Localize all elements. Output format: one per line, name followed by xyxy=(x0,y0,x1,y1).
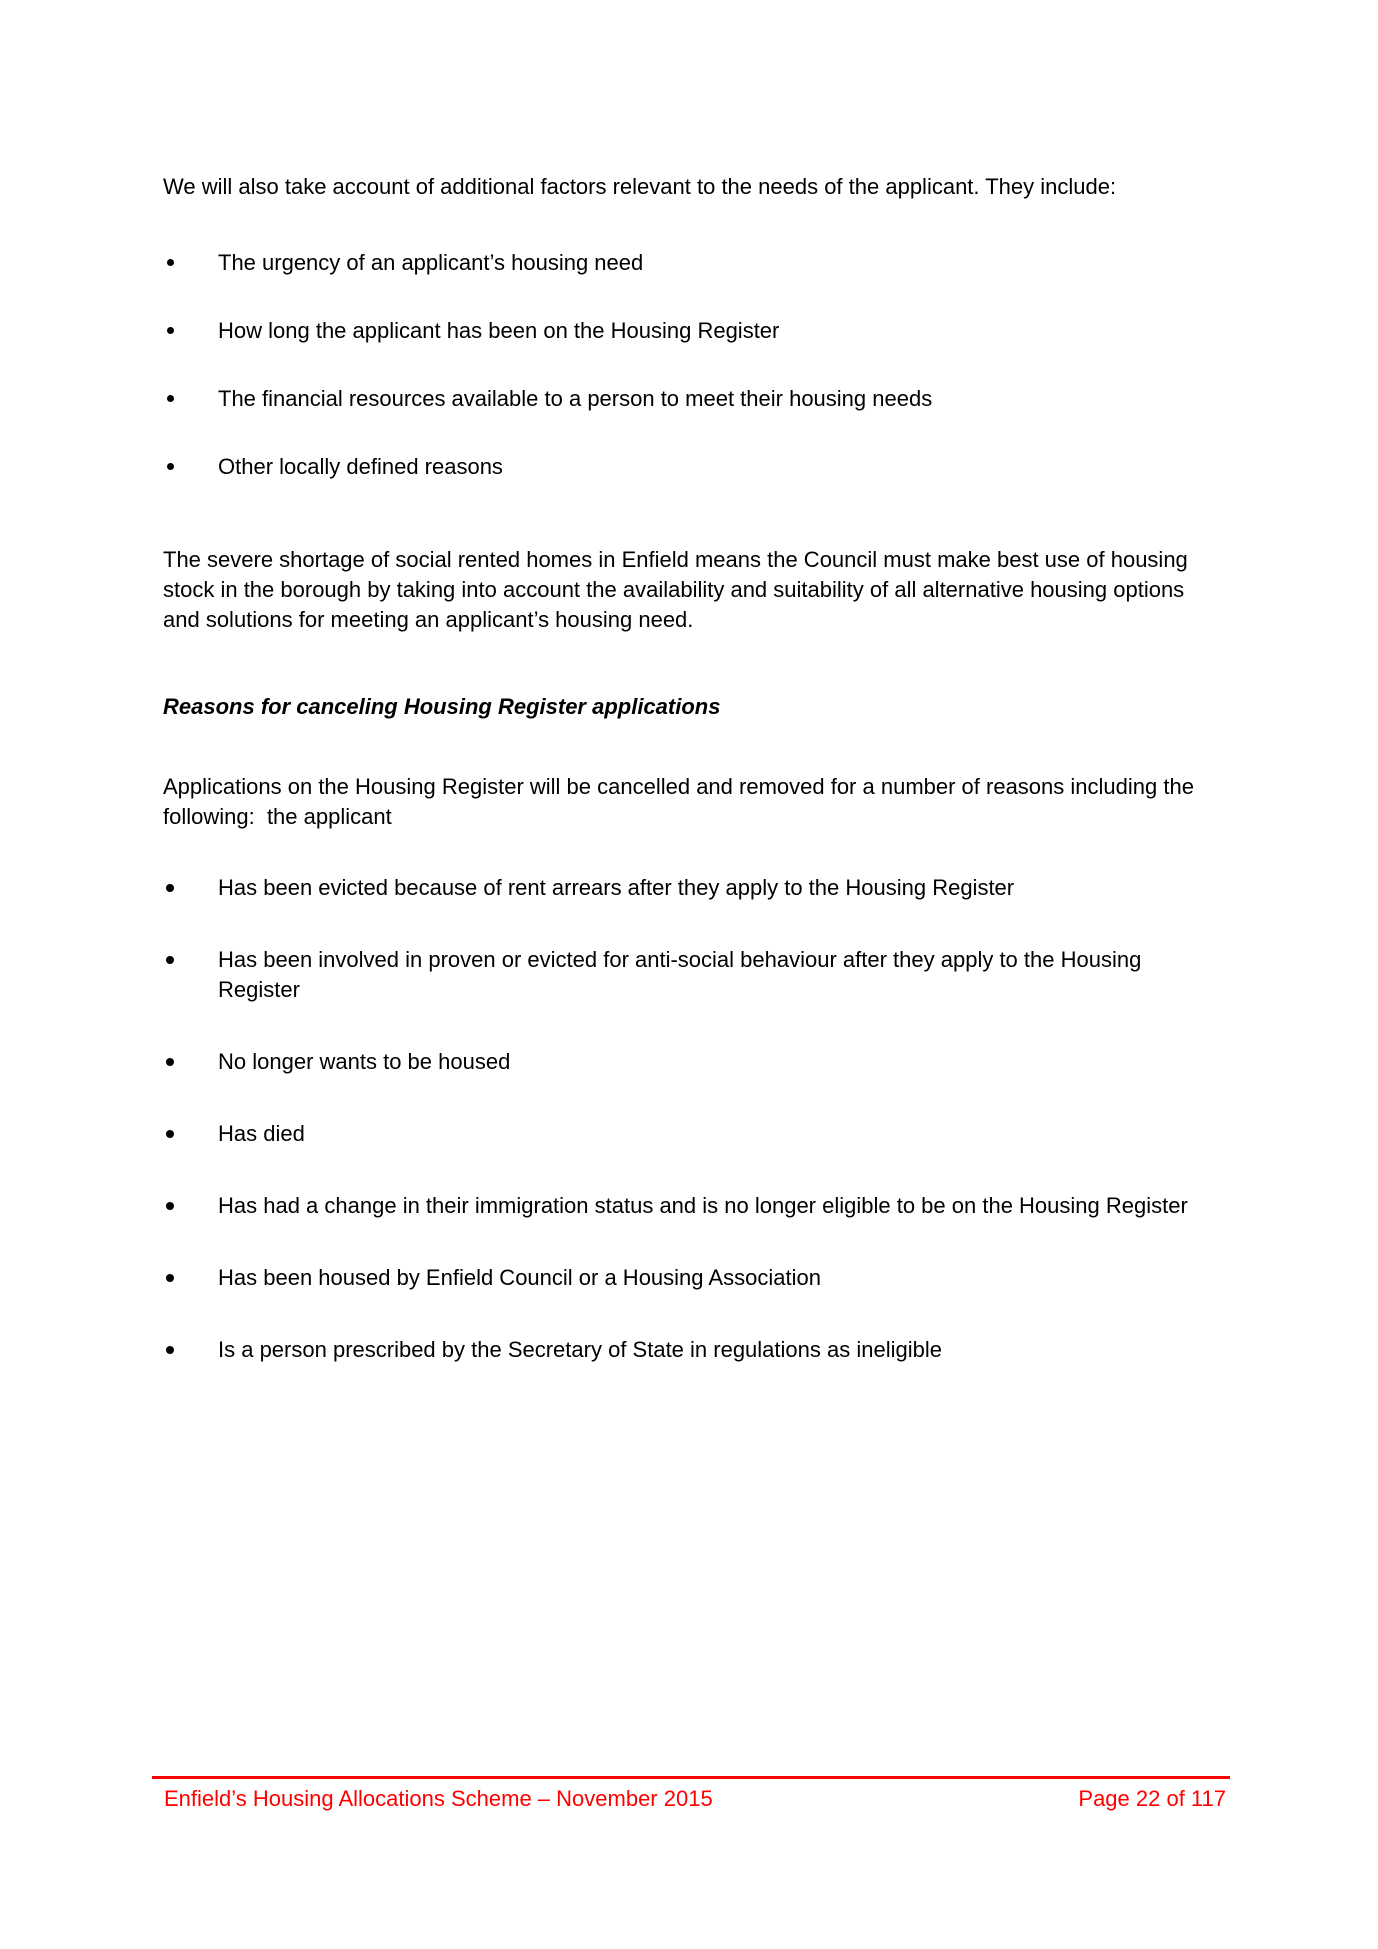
bullet-icon xyxy=(166,884,174,892)
bullet-icon xyxy=(166,1274,174,1282)
footer-row xyxy=(152,1779,1230,1814)
list-item-text: Has had a change in their immigration status and is no longer eligible to be on the Housing Register xyxy=(218,1193,1188,1218)
list-item xyxy=(163,248,1223,278)
list-item xyxy=(163,384,1223,414)
page-footer xyxy=(152,1776,1230,1814)
footer-page-number: Page 22 of 117 xyxy=(1078,1786,1226,1811)
bullet-icon xyxy=(166,1058,174,1066)
list-item xyxy=(163,1335,1223,1365)
list-item xyxy=(163,873,1223,903)
cancellation-reasons-list xyxy=(163,873,1223,1365)
section-heading: Reasons for canceling Housing Register applications xyxy=(163,694,721,719)
bullet-icon xyxy=(166,1130,174,1138)
bullet-icon xyxy=(166,1202,174,1210)
bullet-icon xyxy=(166,956,174,964)
list-item-text: Has been evicted because of rent arrears after they apply to the Housing Register xyxy=(218,875,1015,900)
list-item xyxy=(163,945,1223,1005)
list-item-text: Has been housed by Enfield Council or a Housing Association xyxy=(218,1265,821,1290)
list-item xyxy=(163,1119,1223,1149)
list-item xyxy=(163,1047,1223,1077)
list-item-text: Has died xyxy=(218,1121,305,1146)
bullet-icon xyxy=(167,395,174,402)
bullet-icon xyxy=(167,259,174,266)
intro-paragraph: We will also take account of additional factors relevant to the needs of the applicant. They include: xyxy=(163,174,1117,199)
list-item-text: Has been involved in proven or evicted for anti-social behaviour after they apply to the Housing Register xyxy=(218,947,1142,1002)
list-item xyxy=(163,1263,1223,1293)
list-item xyxy=(163,452,1223,482)
cancellation-paragraph: Applications on the Housing Register will be cancelled and removed for a number of reasons including the following: the applicant xyxy=(163,774,1201,829)
bullet-icon xyxy=(167,327,174,334)
bullet-icon xyxy=(166,1346,174,1354)
shortage-paragraph: The severe shortage of social rented homes in Enfield means the Council must make best use of housing stock in the borough by taking into account the availability and suitability of all alternative housing options and solutions for meeting an applicant’s housing need. xyxy=(163,547,1188,632)
bullet-icon xyxy=(167,463,174,470)
additional-factors-list xyxy=(163,248,1223,482)
list-item xyxy=(163,316,1223,346)
list-item-text: No longer wants to be housed xyxy=(218,1049,511,1074)
list-item-text: The financial resources available to a person to meet their housing needs xyxy=(218,386,933,411)
list-item-text: Is a person prescribed by the Secretary of State in regulations as ineligible xyxy=(218,1337,942,1362)
list-item-text: The urgency of an applicant’s housing need xyxy=(218,250,644,275)
list-item xyxy=(163,1191,1223,1221)
list-item-text: How long the applicant has been on the Housing Register xyxy=(218,318,780,343)
page-content xyxy=(163,172,1223,1407)
footer-title: Enfield’s Housing Allocations Scheme – November 2015 xyxy=(164,1786,713,1811)
list-item-text: Other locally defined reasons xyxy=(218,454,503,479)
